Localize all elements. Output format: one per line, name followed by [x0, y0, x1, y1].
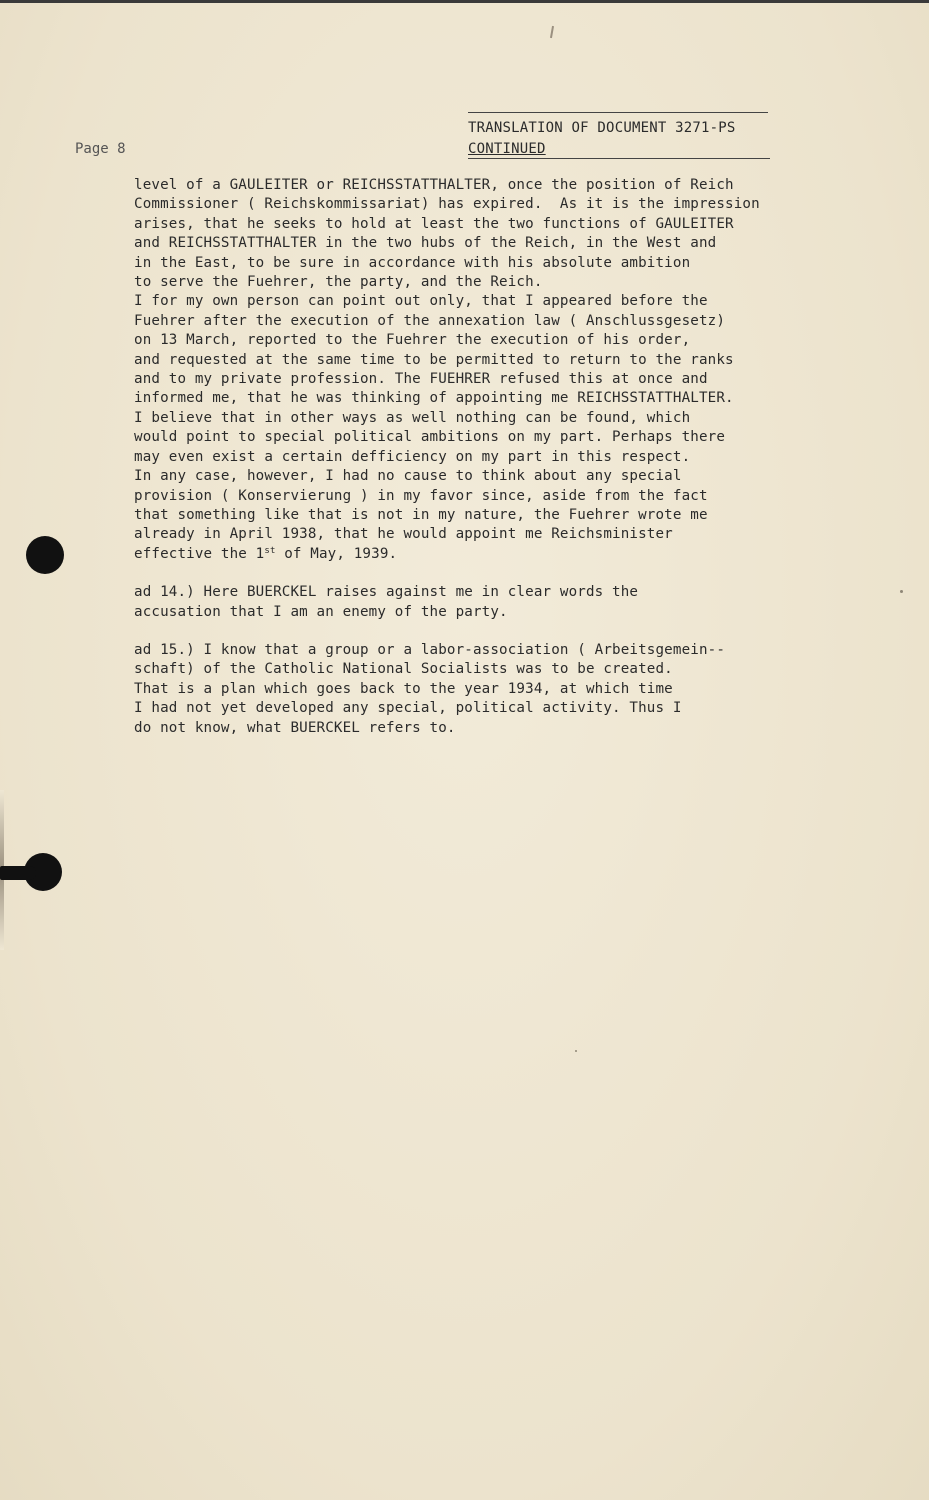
text-line: ad 14.) Here BUERCKEL raises against me in clear words the	[134, 584, 639, 601]
text-line: and to my private profession. The FUEHRER refused this at once and	[134, 371, 708, 388]
paragraph-spacer	[134, 564, 834, 583]
text-line: that something like that is not in my nature, the Fuehrer wrote me	[134, 506, 708, 523]
punch-hole-tear	[0, 866, 36, 880]
text-line: do not know, what BUERCKEL refers to.	[134, 719, 456, 736]
punch-hole-upper	[26, 536, 64, 574]
text-line: ad 15.) I know that a group or a labor-association ( Arbeitsgemein--	[134, 641, 726, 658]
paragraph-3	[134, 641, 834, 738]
top-edge-line	[0, 0, 929, 3]
paragraph-spacer	[134, 622, 834, 641]
text-line: accusation that I am an enemy of the party.	[134, 603, 508, 620]
text-line: Commissioner ( Reichskommissariat) has expired. As it is the impression	[134, 196, 760, 213]
text-line: provision ( Konservierung ) in my favor since, aside from the fact	[134, 487, 708, 504]
document-header	[468, 112, 770, 159]
text-line: That is a plan which goes back to the year 1934, at which time	[134, 680, 673, 697]
text-line: may even exist a certain defficiency on my part in this respect.	[134, 448, 691, 465]
pencil-mark	[550, 26, 554, 38]
text-line: I believe that in other ways as well nothing can be found, which	[134, 409, 691, 426]
text-line: on 13 March, reported to the Fuehrer the execution of his order,	[134, 332, 691, 349]
document-body	[134, 176, 834, 738]
text-line: level of a GAULEITER or REICHSSTATTHALTER, once the position of Reich	[134, 177, 734, 193]
final-line-start: effective the 1	[134, 545, 265, 562]
text-line: to serve the Fuehrer, the party, and the Reich.	[134, 274, 543, 291]
text-line-final	[134, 545, 834, 564]
text-line: Fuehrer after the execution of the annexation law ( Anschlussgesetz)	[134, 312, 726, 329]
header-top-rule	[468, 112, 768, 113]
text-line: and REICHSSTATTHALTER in the two hubs of the Reich, in the West and	[134, 235, 717, 252]
text-line: I for my own person can point out only, that I appeared before the	[134, 293, 708, 310]
paper-speck	[900, 590, 903, 593]
text-line: already in April 1938, that he would appoint me Reichsminister	[134, 526, 673, 543]
text-line: schaft) of the Catholic National Socialists was to be created.	[134, 661, 673, 678]
paragraph-1	[134, 176, 834, 564]
text-line: arises, that he seeks to hold at least the two functions of GAULEITER	[134, 215, 734, 232]
paper-speck	[575, 1050, 577, 1052]
ordinal-suffix: st	[264, 545, 276, 556]
text-line: and requested at the same time to be permitted to return to the ranks	[134, 351, 734, 368]
text-line: In any case, however, I had no cause to think about any special	[134, 468, 682, 485]
text-line: in the East, to be sure in accordance with his absolute ambition	[134, 254, 691, 271]
header-title: TRANSLATION OF DOCUMENT 3271-PS	[468, 120, 736, 136]
page-number: Page 8	[75, 141, 126, 157]
text-line: would point to special political ambitions on my part. Perhaps there	[134, 429, 726, 446]
text-line: informed me, that he was thinking of appointing me REICHSSTATTHALTER.	[134, 390, 734, 407]
text-line: I had not yet developed any special, political activity. Thus I	[134, 700, 682, 717]
final-line-end: of May, 1939.	[275, 545, 398, 562]
paragraph-2	[134, 583, 834, 622]
header-subtitle: CONTINUED	[468, 141, 546, 157]
